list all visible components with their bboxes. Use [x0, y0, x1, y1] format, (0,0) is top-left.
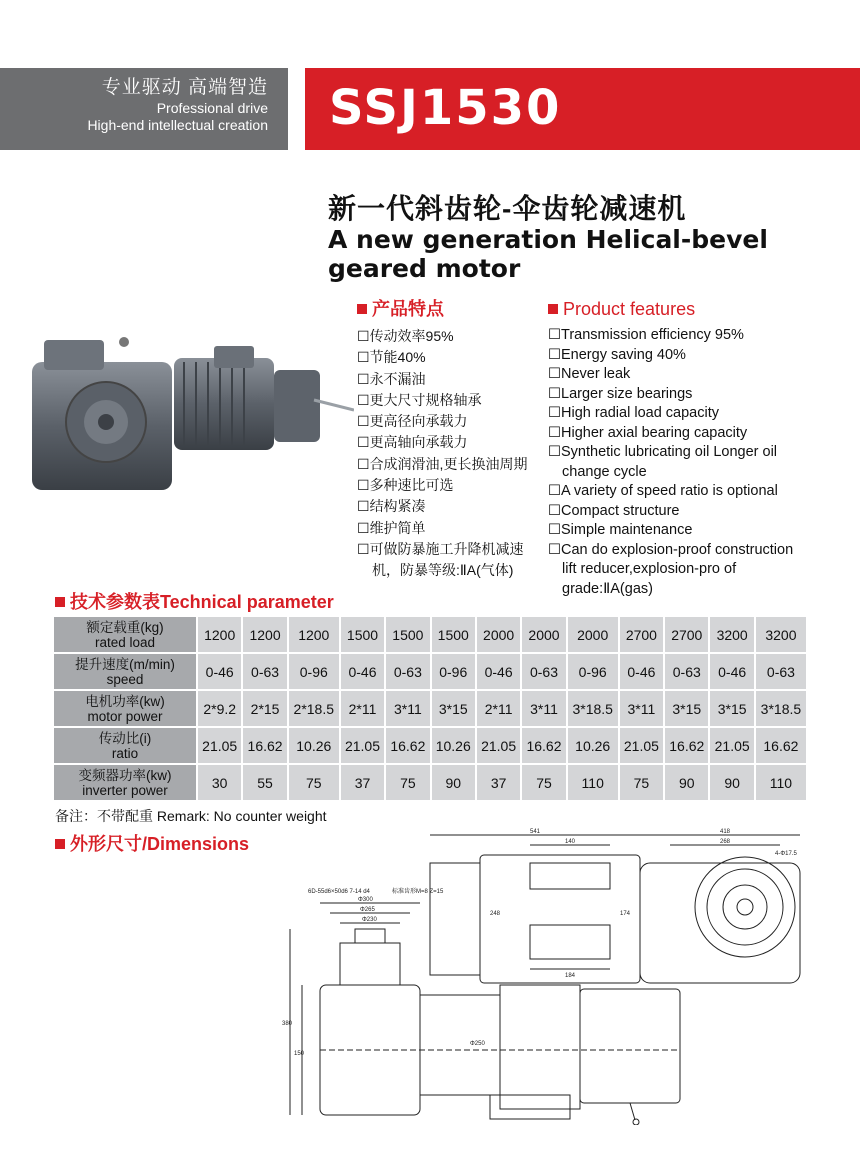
- table-cell: 2000: [521, 616, 566, 653]
- table-cell: 2*18.5: [288, 690, 340, 727]
- feature-cn-item: ☐维护简单: [357, 519, 426, 536]
- feature-en-item: ☐Compact structure: [548, 502, 680, 519]
- row-label: 变频器功率(kw) inverter power: [53, 764, 197, 801]
- table-cell: 2000: [476, 616, 521, 653]
- feature-en-item: ☐Can do explosion-proof construction: [548, 541, 794, 558]
- feature-en-item: ☐High radial load capacity: [548, 405, 719, 421]
- table-cell: 0-96: [288, 653, 340, 690]
- table-cell: 3200: [709, 616, 754, 653]
- feature-en-item: ☐Higher axial bearing capacity: [548, 424, 748, 441]
- table-cell: 1500: [340, 616, 385, 653]
- table-cell: 0-63: [521, 653, 566, 690]
- feature-en-item: ☐Larger size bearings: [548, 385, 693, 402]
- feature-en-item: ☐Simple maintenance: [548, 522, 693, 538]
- table-cell: 16.62: [664, 727, 709, 764]
- feature-cn-item: 机，防暴等级:ⅡA(气体): [372, 562, 514, 579]
- slogan-en-2: High-end intellectual creation: [87, 117, 268, 133]
- feature-cn-item: ☐更高轴向承载力: [357, 434, 468, 451]
- feature-en-item: ☐Energy saving 40%: [548, 346, 686, 363]
- table-cell: 1500: [431, 616, 476, 653]
- dim-label: 248: [490, 911, 501, 917]
- table-cell: 0-46: [197, 653, 242, 690]
- table-cell: 3*18.5: [755, 690, 807, 727]
- feature-cn-item: ☐更大尺寸规格轴承: [357, 391, 482, 408]
- dim-label: 标准齿形M=8 Z=15: [392, 889, 444, 895]
- table-cell: 75: [619, 764, 664, 801]
- table-cell: 16.62: [385, 727, 430, 764]
- feature-cn-item: ☐永不漏油: [357, 370, 426, 387]
- dim-label: 6D-55d6×50d6 7-14 d4: [308, 889, 370, 895]
- table-cell: 90: [431, 764, 476, 801]
- dim-label: 140: [565, 839, 576, 845]
- dim-label: 380: [282, 1021, 293, 1027]
- feature-en-item: ☐Synthetic lubricating oil Longer oil: [548, 444, 778, 460]
- table-cell: 0-63: [755, 653, 807, 690]
- table-cell: 3200: [755, 616, 807, 653]
- table-row: [53, 616, 807, 653]
- table-cell: 3*15: [664, 690, 709, 727]
- row-label: 传动比(i) ratio: [53, 727, 197, 764]
- table-cell: 110: [755, 764, 807, 801]
- table-row: [53, 727, 807, 764]
- table-cell: 37: [340, 764, 385, 801]
- table-cell: 0-63: [664, 653, 709, 690]
- table-cell: 21.05: [197, 727, 242, 764]
- table-cell: 1200: [242, 616, 287, 653]
- table-cell: 3*15: [431, 690, 476, 727]
- feature-en-item: grade:ⅡA(gas): [562, 580, 653, 597]
- table-row: [53, 690, 807, 727]
- table-cell: 16.62: [755, 727, 807, 764]
- table-cell: 1200: [197, 616, 242, 653]
- dim-label: 418: [720, 829, 731, 835]
- table-cell: 30: [197, 764, 242, 801]
- dim-label: 184: [565, 973, 576, 979]
- title-block: [328, 193, 798, 283]
- dim-label: 4-Φ17.5: [775, 851, 797, 857]
- geared-motor-image: [24, 330, 354, 500]
- table-cell: 3*11: [619, 690, 664, 727]
- table-cell: 21.05: [619, 727, 664, 764]
- dim-label: 541: [530, 829, 541, 835]
- header-model-panel: [305, 68, 860, 150]
- tech-parameter-table: [52, 615, 808, 802]
- table-cell: 1500: [385, 616, 430, 653]
- slogan-en-1: Professional drive: [156, 100, 268, 116]
- table-cell: 10.26: [567, 727, 619, 764]
- table-cell: 90: [709, 764, 754, 801]
- row-label: 额定载重(kg) rated load: [53, 616, 197, 653]
- table-cell: 16.62: [521, 727, 566, 764]
- dim-label: Φ250: [470, 1041, 485, 1047]
- table-cell: 0-46: [340, 653, 385, 690]
- table-cell: 10.26: [431, 727, 476, 764]
- features-cn: [357, 298, 552, 582]
- table-cell: 3*15: [709, 690, 754, 727]
- table-cell: 3*11: [521, 690, 566, 727]
- table-cell: 16.62: [242, 727, 287, 764]
- table-cell: 0-63: [242, 653, 287, 690]
- bullet-square-icon: [55, 839, 65, 849]
- bullet-square-icon: [548, 304, 558, 314]
- bullet-square-icon: [357, 304, 367, 314]
- table-cell: 75: [521, 764, 566, 801]
- table-cell: 1200: [288, 616, 340, 653]
- table-row: [53, 764, 807, 801]
- table-cell: 110: [567, 764, 619, 801]
- dimensions-heading: 外形尺寸/Dimensions: [55, 830, 249, 856]
- table-cell: 2*9.2: [197, 690, 242, 727]
- features-en: [548, 298, 848, 599]
- dim-label: 150: [294, 1051, 305, 1057]
- title-en: A new generation Helical-bevel geared motor: [328, 225, 768, 283]
- table-cell: 2*15: [242, 690, 287, 727]
- table-cell: 2700: [664, 616, 709, 653]
- remark: 备注：不带配重 Remark: No counter weight: [55, 808, 327, 824]
- slogan-cn: 专业驱动 高端智造: [101, 77, 268, 98]
- table-cell: 3*18.5: [567, 690, 619, 727]
- feature-en-item: change cycle: [562, 463, 647, 480]
- features-en-heading: Product features: [548, 298, 848, 320]
- row-label: 提升速度(m/min) speed: [53, 653, 197, 690]
- table-cell: 0-46: [476, 653, 521, 690]
- tech-heading: 技术参数表Technical parameter: [55, 588, 334, 614]
- title-cn: 新一代斜齿轮-伞齿轮减速机: [328, 193, 687, 224]
- table-cell: 2700: [619, 616, 664, 653]
- dim-label: Φ230: [362, 917, 377, 923]
- table-cell: 75: [288, 764, 340, 801]
- feature-cn-item: ☐合成润滑油,更长换油周期: [357, 455, 528, 472]
- dimension-drawing: [280, 825, 830, 1125]
- table-cell: 55: [242, 764, 287, 801]
- feature-cn-item: ☐更高径向承载力: [357, 413, 468, 430]
- features-cn-heading: 产品特点: [357, 298, 552, 320]
- dim-label: 268: [720, 839, 731, 845]
- table-cell: 0-46: [709, 653, 754, 690]
- feature-cn-item: ☐结构紧凑: [357, 498, 426, 515]
- table-cell: 37: [476, 764, 521, 801]
- table-cell: 90: [664, 764, 709, 801]
- table-cell: 10.26: [288, 727, 340, 764]
- table-cell: 0-96: [431, 653, 476, 690]
- header-slogan-panel: [0, 68, 288, 150]
- feature-cn-item: ☐节能40%: [357, 349, 426, 366]
- feature-en-item: ☐Never leak: [548, 366, 631, 382]
- table-cell: 21.05: [340, 727, 385, 764]
- table-cell: 2*11: [340, 690, 385, 727]
- table-cell: 21.05: [709, 727, 754, 764]
- table-cell: 21.05: [476, 727, 521, 764]
- table-cell: 3*11: [385, 690, 430, 727]
- table-cell: 75: [385, 764, 430, 801]
- table-row: [53, 653, 807, 690]
- feature-cn-item: ☐多种速比可选: [357, 477, 454, 494]
- table-cell: 0-63: [385, 653, 430, 690]
- dim-label: 174: [620, 911, 631, 917]
- feature-cn-item: ☐传动效率95%: [357, 328, 454, 344]
- feature-en-item: lift reducer,explosion-pro of: [562, 561, 737, 577]
- table-cell: 2000: [567, 616, 619, 653]
- table-cell: 2*11: [476, 690, 521, 727]
- dim-label: Φ265: [360, 907, 375, 913]
- feature-cn-item: ☐可做防暴施工升降机减速: [357, 540, 524, 557]
- model-name: SSJ1530: [329, 80, 562, 136]
- row-label: 电机功率(kw) motor power: [53, 690, 197, 727]
- bullet-square-icon: [55, 597, 65, 607]
- feature-en-item: ☐A variety of speed ratio is optional: [548, 483, 778, 499]
- table-cell: 0-46: [619, 653, 664, 690]
- dim-label: Φ300: [358, 897, 373, 903]
- feature-en-item: ☐Transmission efficiency 95%: [548, 327, 744, 343]
- table-cell: 0-96: [567, 653, 619, 690]
